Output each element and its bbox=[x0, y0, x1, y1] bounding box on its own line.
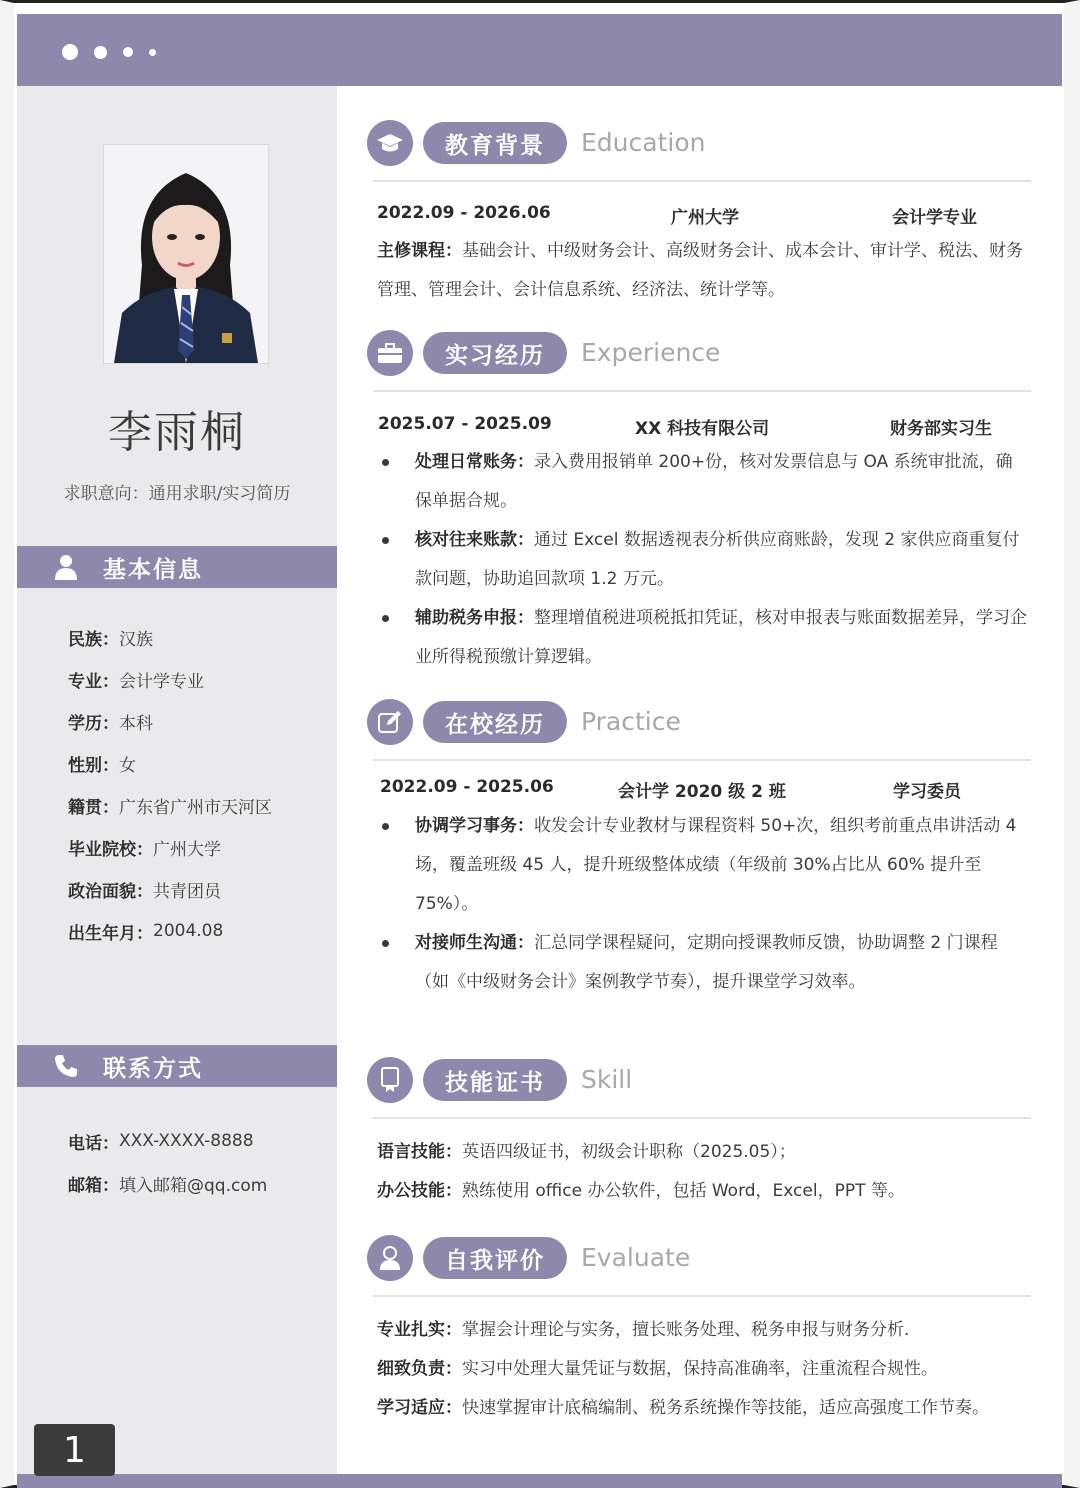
courses-text: 基础会计、中级财务会计、高级财务会计、成本会计、审计学、税法、财务管理、管理会计、会计信息系统、经济法、统计学等。 bbox=[377, 241, 1023, 300]
info-value: 共青团员 bbox=[153, 881, 221, 902]
dot bbox=[62, 44, 78, 60]
evaluate-en: Evaluate bbox=[581, 1243, 691, 1272]
education-en: Education bbox=[581, 128, 706, 157]
info-key: 籍贯： bbox=[68, 797, 119, 818]
list-item bbox=[377, 1389, 1027, 1428]
info-key: 电话： bbox=[68, 1133, 119, 1154]
experience-en: Experience bbox=[581, 338, 721, 367]
info-key: 邮箱： bbox=[68, 1175, 119, 1196]
info-row bbox=[68, 1162, 267, 1204]
main-content bbox=[337, 86, 1062, 1474]
education-courses bbox=[377, 232, 1027, 310]
edit-icon bbox=[367, 699, 413, 745]
evaluate-header bbox=[367, 1233, 1032, 1285]
experience-date: 2025.07 - 2025.09 bbox=[378, 414, 552, 434]
practice-header bbox=[367, 697, 1032, 749]
bullet-text: 汇总同学课程疑问，定期向授课教师反馈，协助调整 2 门课程（如《中级财务会计》案例教学节奏），提升课堂学习效率。 bbox=[415, 933, 998, 992]
dot bbox=[123, 47, 133, 57]
list-item bbox=[377, 599, 1027, 677]
practice-role: 学习委员 bbox=[893, 782, 961, 802]
candidate-name: 李雨桐 bbox=[108, 407, 246, 458]
evaluate-text: 实习中处理大量凭证与数据，保持高准确率，注重流程合规性。 bbox=[462, 1359, 938, 1379]
info-key: 政治面貌： bbox=[68, 881, 153, 902]
experience-title: 实习经历 bbox=[423, 332, 567, 374]
info-value: 2004.08 bbox=[153, 921, 224, 941]
bullet-text: 收发会计专业教材与课程资料 50+次，组织考前重点串讲活动 4 场，覆盖班级 45 人，提升班级整体成绩（年级前 30%占比从 60% 提升至 75%）。 bbox=[415, 816, 1017, 914]
info-row bbox=[68, 784, 272, 826]
info-key: 专业： bbox=[68, 671, 119, 692]
info-value: 广州大学 bbox=[153, 839, 221, 860]
top-bar bbox=[17, 14, 1062, 86]
certificate-icon bbox=[367, 1057, 413, 1103]
basic-info-list bbox=[68, 616, 272, 952]
user-badge-icon bbox=[367, 1235, 413, 1281]
courses-label: 主修课程： bbox=[377, 241, 462, 261]
bullet-key: 对接师生沟通： bbox=[415, 933, 534, 953]
experience-header bbox=[367, 328, 1032, 380]
profile-photo bbox=[103, 144, 269, 364]
list-item bbox=[377, 1311, 1027, 1350]
info-row bbox=[68, 742, 272, 784]
experience-list bbox=[377, 443, 1027, 677]
list-item bbox=[377, 443, 1027, 521]
basic-info-title: 基本信息 bbox=[103, 556, 203, 583]
info-value: 女 bbox=[119, 755, 136, 776]
bottom-bar bbox=[17, 1474, 1062, 1488]
divider bbox=[373, 759, 1031, 761]
bullet-key: 核对往来账款： bbox=[415, 530, 534, 550]
person-icon bbox=[51, 552, 81, 582]
evaluate-text: 掌握会计理论与实务，擅长账务处理、税务申报与财务分析. bbox=[462, 1320, 910, 1340]
bullet-key: 处理日常账务： bbox=[415, 452, 534, 472]
list-item bbox=[377, 1172, 1027, 1211]
evaluate-key: 专业扎实： bbox=[377, 1320, 462, 1340]
list-item bbox=[377, 924, 1027, 1002]
page-number-badge[interactable]: 1 bbox=[34, 1424, 115, 1476]
info-value: 汉族 bbox=[119, 629, 153, 650]
list-item bbox=[377, 521, 1027, 599]
education-major: 会计学专业 bbox=[892, 208, 977, 228]
info-key: 民族： bbox=[68, 629, 119, 650]
info-key: 性别： bbox=[68, 755, 119, 776]
info-row bbox=[68, 868, 272, 910]
bullet-text: 整理增值税进项税抵扣凭证，核对申报表与账面数据差异，学习企业所得税预缴计算逻辑。 bbox=[415, 608, 1027, 667]
phone-icon bbox=[51, 1051, 81, 1081]
phone-value: XXX-XXXX-8888 bbox=[119, 1131, 254, 1151]
graduation-cap-icon bbox=[367, 120, 413, 166]
skill-en: Skill bbox=[581, 1065, 633, 1094]
practice-org: 会计学 2020 级 2 班 bbox=[618, 782, 786, 802]
info-value: 广东省广州市天河区 bbox=[119, 797, 272, 818]
info-row bbox=[68, 658, 272, 700]
education-header bbox=[367, 118, 1032, 170]
skill-key: 语言技能： bbox=[377, 1142, 462, 1162]
skill-header bbox=[367, 1055, 1032, 1107]
bullet-text: 通过 Excel 数据透视表分析供应商账龄，发现 2 家供应商重复付款问题，协助追回款项 1.2 万元。 bbox=[415, 530, 1020, 589]
evaluate-text: 快速掌握审计底稿编制、税务系统操作等技能，适应高强度工作节奏。 bbox=[462, 1398, 989, 1418]
evaluate-list bbox=[377, 1311, 1027, 1428]
contact-list bbox=[68, 1120, 267, 1204]
info-key: 出生年月： bbox=[68, 923, 153, 944]
info-row bbox=[68, 910, 272, 952]
contact-title: 联系方式 bbox=[103, 1055, 203, 1082]
list-item bbox=[377, 1350, 1027, 1389]
practice-list bbox=[377, 807, 1027, 1002]
info-key: 毕业院校： bbox=[68, 839, 153, 860]
job-intent: 求职意向：通用求职/实习简历 bbox=[63, 484, 291, 504]
evaluate-key: 细致负责： bbox=[377, 1359, 462, 1379]
info-key: 学历： bbox=[68, 713, 119, 734]
email-value: 填入邮箱@qq.com bbox=[119, 1175, 268, 1196]
skill-key: 办公技能： bbox=[377, 1181, 462, 1201]
portrait-image bbox=[104, 145, 268, 363]
practice-date: 2022.09 - 2025.06 bbox=[380, 777, 554, 797]
briefcase-icon bbox=[367, 330, 413, 376]
dot bbox=[94, 46, 107, 59]
practice-en: Practice bbox=[581, 707, 681, 736]
practice-title: 在校经历 bbox=[423, 701, 567, 743]
basic-info-banner bbox=[17, 546, 337, 588]
evaluate-key: 学习适应： bbox=[377, 1398, 462, 1418]
experience-role: 财务部实习生 bbox=[890, 419, 992, 439]
sidebar bbox=[17, 86, 337, 1474]
skill-title: 技能证书 bbox=[423, 1059, 567, 1101]
evaluate-title: 自我评价 bbox=[423, 1237, 567, 1279]
divider bbox=[373, 390, 1031, 392]
skill-text: 熟练使用 office 办公软件，包括 Word，Excel，PPT 等。 bbox=[462, 1181, 905, 1201]
divider bbox=[373, 180, 1031, 182]
skill-text: 英语四级证书，初级会计职称（2025.05）； bbox=[462, 1142, 796, 1162]
divider bbox=[373, 1295, 1031, 1297]
list-item bbox=[377, 1133, 1027, 1172]
education-title: 教育背景 bbox=[423, 122, 567, 164]
divider bbox=[373, 1117, 1031, 1119]
info-row bbox=[68, 826, 272, 868]
education-date: 2022.09 - 2026.06 bbox=[377, 203, 551, 223]
info-row bbox=[68, 700, 272, 742]
info-value: 本科 bbox=[119, 713, 153, 734]
info-row bbox=[68, 1120, 267, 1162]
decorative-dots bbox=[62, 44, 156, 60]
experience-company: XX 科技有限公司 bbox=[635, 419, 770, 439]
info-value: 会计学专业 bbox=[119, 671, 204, 692]
bullet-key: 协调学习事务： bbox=[415, 816, 534, 836]
dot bbox=[149, 49, 156, 56]
bullet-key: 辅助税务申报： bbox=[415, 608, 534, 628]
list-item bbox=[377, 807, 1027, 924]
bullet-text: 录入费用报销单 200+份，核对发票信息与 OA 系统审批流，确保单据合规。 bbox=[415, 452, 1013, 511]
info-row bbox=[68, 616, 272, 658]
skill-list bbox=[377, 1133, 1027, 1211]
education-school: 广州大学 bbox=[671, 208, 739, 228]
contact-banner bbox=[17, 1045, 337, 1087]
